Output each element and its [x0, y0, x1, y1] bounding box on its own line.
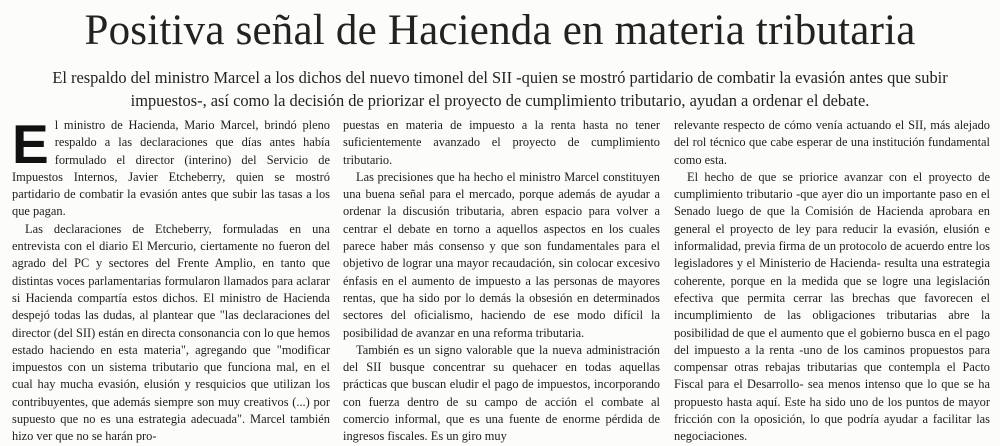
deck-summary: El respaldo del ministro Marcel a los dichos del nuevo timonel del SII -quien se mostró partidario de combatir la evasión antes que subir impuestos-, así como la decisión de priorizar el proyecto de cumplimiento tributario, ayudan a ordenar el debate.	[52, 68, 948, 110]
paragraph: Las precisiones que ha hecho el ministro Marcel constituyen una buena señal para el mercado, porque además de ayudar a ordenar la discusión tributaria, abren espacio para volver a centrar el debate en torno a aquellos aspectos en los cuales parece haber más consenso y que son fundamentales para el objetivo de lograr una mayor recaudación, sin colocar excesivo énfasis en el aumento de impuesto a las personas de mayores rentas, que ha sido por lo demás la obsesión en determinados sectores del oficialismo, haciendo de ese modo difícil la posibilidad de avanzar en una reforma tributaria.	[343, 169, 660, 340]
paragraph: El hecho de que se priorice avanzar con el proyecto de cumplimiento tributario -que ayer dio un importante paso en el Senado luego de que la Comisión de Hacienda aprobara en general el proyecto de ley para reducir la evasión, elusión e informalidad, previa firma de un protocolo de acuerdo entre los legisladores y el Ministerio de Hacienda- resulta una estrategia coherente, porque en la medida que se logre una legislación efectiva que permita cerrar las brechas que favorecen el incumplimiento de las obligaciones tributarias abre la posibilidad de que el aumento que el gobierno busca en el pago del impuesto a la renta -uno de los caminos propuestos para compensar otras rebajas tributarias que contempla el Pacto Fiscal para el Desarrollo- sea menos intenso que lo que se ha propuesto hasta aquí. Este ha sido uno de los puntos de mayor fricción con la oposición, lo que podría ayudar a facilitar las negociaciones.	[674, 169, 990, 444]
article-column-2	[343, 117, 660, 444]
paragraph: l ministro de Hacienda, Mario Marcel, brindó pleno respaldo a las declaraciones que días antes había formulado el director (interino) del Servicio de Impuestos Internos, Javier Etcheberry, quien se mostró partidario de combatir la evasión antes que subir las tasas a los que pagan.	[12, 118, 330, 219]
article-column-1	[12, 113, 330, 444]
paragraph: También es un signo valorable que la nueva administración del SII busque concentrar su quehacer en todas aquellas prácticas que buscan eludir el pago de impuestos, incorporando con fuerza dentro de su campo de acción el combate al comercio informal, que es una fuente de enorme pérdida de ingresos fiscales. Es un giro muy	[343, 342, 660, 444]
paragraph: Las declaraciones de Etcheberry, formuladas en una entrevista con el diario El Mercurio, ciertamente no fueron del agrado del PC y sectores del Frente Amplio, en tanto que distintas voces parlamentarias formularon llamados para aclarar si Hacienda compartía estos dichos. El ministro de Hacienda despejó todas las dudas, al plantear que "las declaraciones del director (del SII) están en directa consonancia con lo que hemos estado haciendo en esta materia", agregando que "modificar impuestos con un sistema tributario que funciona mal, en el cual hay mucha evasión, elusión y resquicios que utilizan los contribuyentes, que además siempre son muy creativos (...) por supuesto que no es una estrategia adecuada". Marcel también hizo ver que no se harán pro-	[12, 221, 330, 444]
paragraph: relevante respecto de cómo venía actuando el SII, más alejado del rol técnico que cabe esperar de una institución fundamental como esta.	[674, 118, 990, 167]
article-column-3	[674, 117, 990, 444]
drop-cap: E	[12, 113, 49, 175]
headline: Positiva señal de Hacienda en materia tributaria	[84, 7, 916, 54]
paragraph: puestas en materia de impuesto a la renta hasta no tener suficientemente avanzado el proyecto de cumplimiento tributario.	[343, 118, 660, 167]
